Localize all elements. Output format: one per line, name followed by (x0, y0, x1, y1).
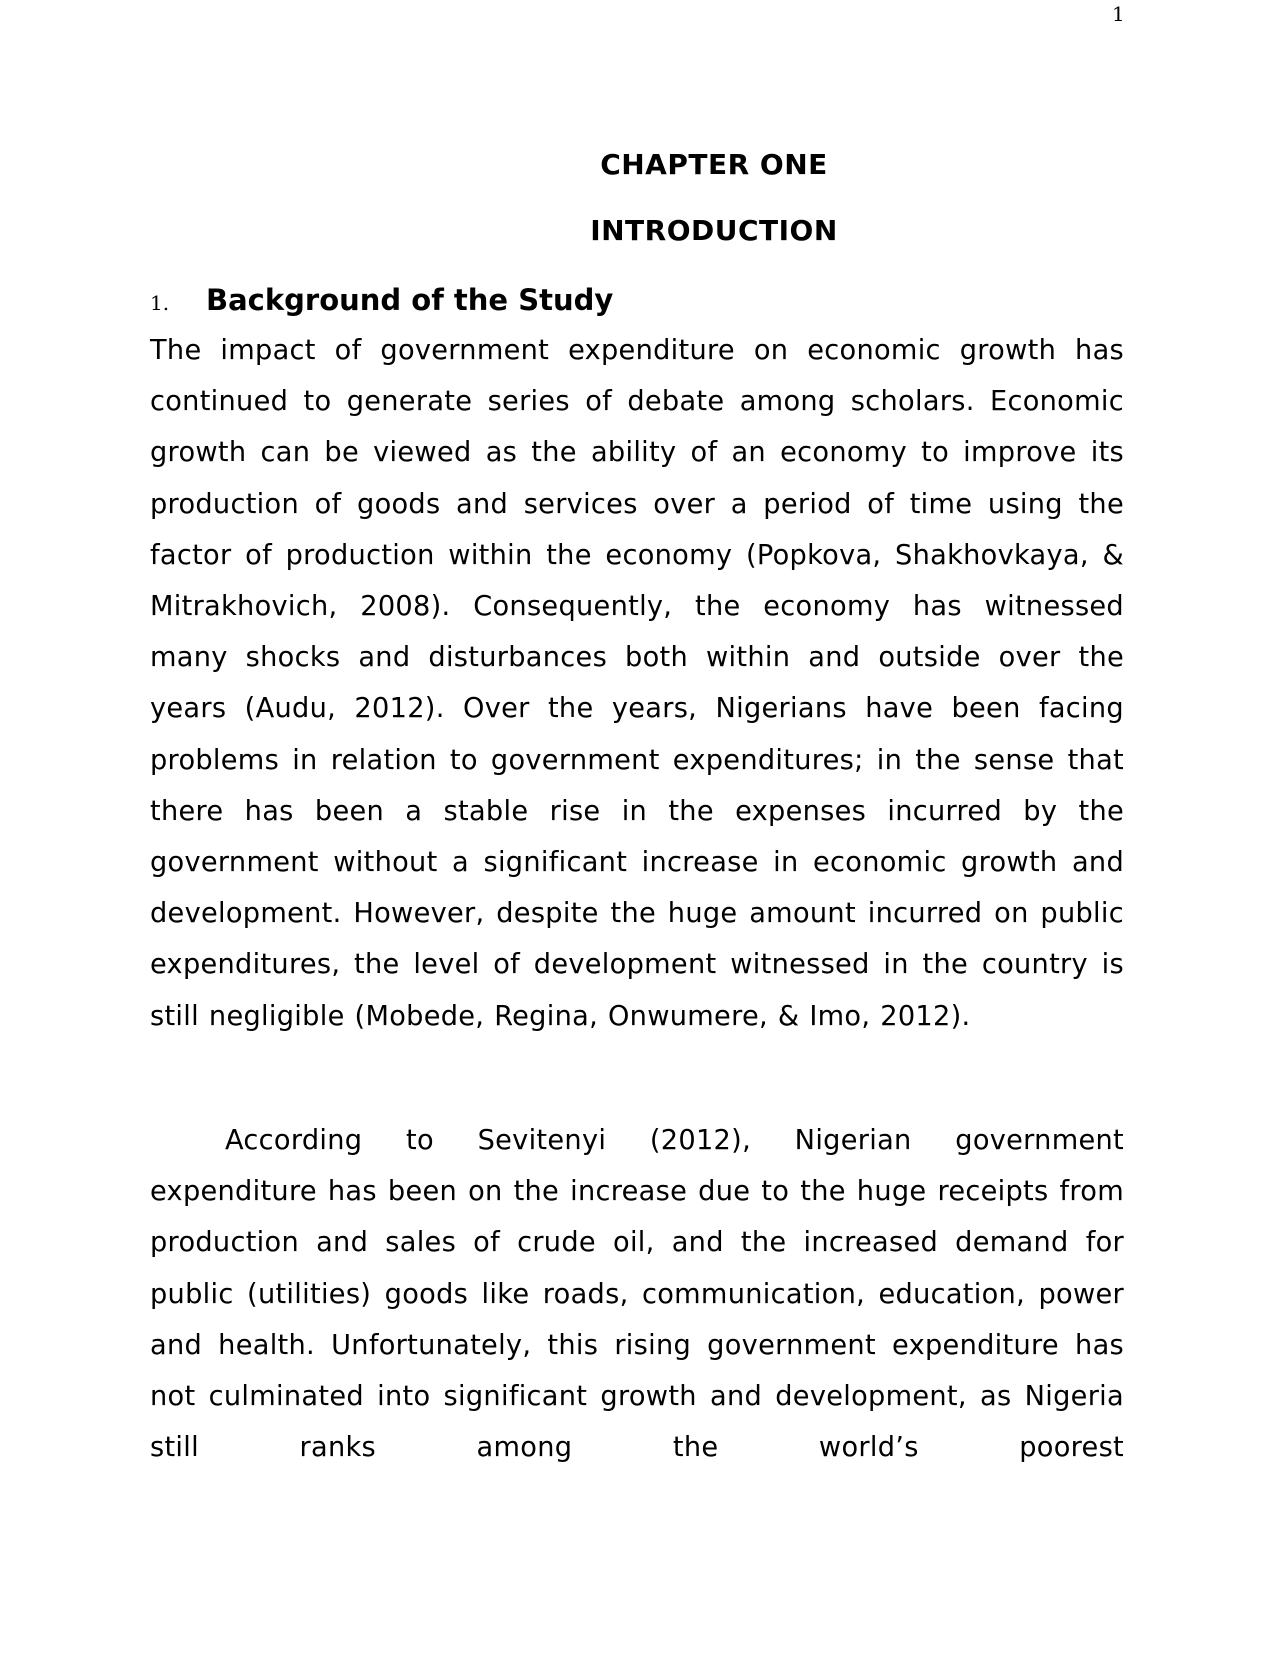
body-paragraph-2: According to Sevitenyi (2012), Nigerian government expenditure has been on the increase due to the huge receipts from production and sales of crude oil, and the increased demand for public (utilities) goods like roads, communication, education, power and health. Unfortunately, this rising government expenditure has not culminated into significant growth and development, as Nigeria still ranks among the world’s poorest (150, 1125, 1124, 1464)
section-heading (150, 283, 613, 317)
section-number: 1. (150, 291, 170, 315)
chapter-title: CHAPTER ONE (600, 148, 828, 181)
page-number: 1 (1112, 2, 1125, 26)
chapter-subtitle: INTRODUCTION (590, 214, 838, 247)
section-title: Background of the Study (206, 283, 614, 317)
body-paragraph-1: The impact of government expenditure on economic growth has continued to generate series of debate among scholars. Economic growth can be viewed as the ability of an economy to improve its production of goods and services over a period of time using the factor of production within the economy (Popkova, Shakhovkaya, & Mitrakhovich, 2008). Consequently, the economy has witnessed many shocks and disturbances both within and outside over the years (Audu, 2012). Over the years, Nigerians have been facing problems in relation to government expenditures; in the sense that there has been a stable rise in the expenses incurred by the government without a significant increase in economic growth and development. However, despite the huge amount incurred on public expenditures, the level of development witnessed in the country is still negligible (Mobede, Regina, Onwumere, & Imo, 2012). (150, 335, 1124, 1032)
